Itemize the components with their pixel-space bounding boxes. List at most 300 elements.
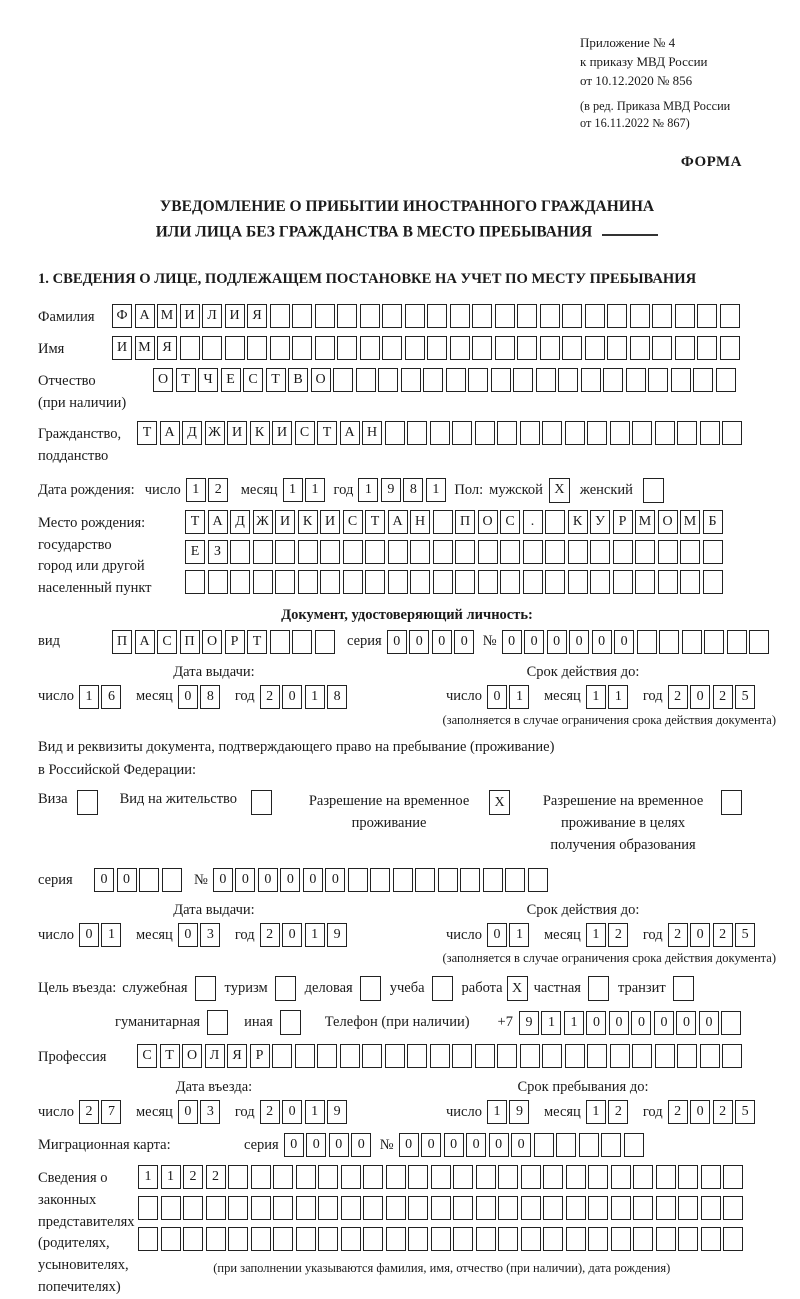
char-cell[interactable] (585, 304, 605, 328)
char-cell[interactable] (701, 1196, 721, 1220)
char-cell[interactable]: 0 (284, 1133, 304, 1157)
char-cell[interactable] (365, 570, 385, 594)
sex-female-checkbox[interactable] (643, 478, 664, 503)
char-cell[interactable] (497, 1044, 517, 1068)
char-cell[interactable]: 2 (668, 685, 688, 709)
char-cell[interactable]: И (180, 304, 200, 328)
char-cell[interactable] (273, 1196, 293, 1220)
char-cell[interactable] (228, 1196, 248, 1220)
char-cell[interactable] (678, 1165, 698, 1189)
char-cell[interactable] (340, 1044, 360, 1068)
char-cell[interactable]: О (658, 510, 678, 534)
char-cell[interactable]: М (135, 336, 155, 360)
char-cell[interactable] (475, 421, 495, 445)
char-cell[interactable]: Е (185, 540, 205, 564)
char-cell[interactable]: 2 (608, 923, 628, 947)
char-cell[interactable] (652, 336, 672, 360)
char-cell[interactable] (491, 368, 511, 392)
char-cell[interactable] (656, 1165, 676, 1189)
char-cell[interactable] (716, 368, 736, 392)
char-cell[interactable] (611, 1227, 631, 1251)
char-cell[interactable]: 0 (235, 868, 255, 892)
char-cell[interactable] (298, 540, 318, 564)
char-cell[interactable] (682, 630, 702, 654)
char-cell[interactable]: 0 (614, 630, 634, 654)
char-cell[interactable]: И (227, 421, 247, 445)
char-cell[interactable] (363, 1165, 383, 1189)
char-cell[interactable] (183, 1196, 203, 1220)
char-cell[interactable]: С (157, 630, 177, 654)
char-cell[interactable] (431, 1227, 451, 1251)
char-cell[interactable]: 1 (608, 685, 628, 709)
char-cell[interactable] (536, 368, 556, 392)
char-cell[interactable]: 9 (327, 923, 347, 947)
char-cell[interactable]: Д (182, 421, 202, 445)
char-cell[interactable] (251, 1196, 271, 1220)
char-cell[interactable] (652, 304, 672, 328)
char-cell[interactable] (495, 304, 515, 328)
char-cell[interactable] (386, 1227, 406, 1251)
char-cell[interactable]: 0 (487, 923, 507, 947)
char-cell[interactable] (360, 304, 380, 328)
char-cell[interactable]: Р (225, 630, 245, 654)
char-cell[interactable] (315, 336, 335, 360)
char-cell[interactable] (415, 868, 435, 892)
char-cell[interactable] (587, 421, 607, 445)
char-cell[interactable] (320, 540, 340, 564)
char-cell[interactable] (562, 304, 582, 328)
temp-residence-education-checkbox[interactable] (721, 790, 742, 815)
char-cell[interactable]: Н (362, 421, 382, 445)
char-cell[interactable] (228, 1165, 248, 1189)
char-cell[interactable]: О (153, 368, 173, 392)
char-cell[interactable]: 1 (186, 478, 206, 502)
char-cell[interactable] (680, 540, 700, 564)
char-cell[interactable] (500, 570, 520, 594)
char-cell[interactable] (206, 1227, 226, 1251)
char-cell[interactable] (433, 540, 453, 564)
purpose-other-checkbox[interactable] (280, 1010, 301, 1035)
char-cell[interactable] (542, 421, 562, 445)
temp-residence-checkbox[interactable]: X (489, 790, 510, 815)
char-cell[interactable]: И (272, 421, 292, 445)
char-cell[interactable]: 2 (713, 685, 733, 709)
char-cell[interactable]: 2 (260, 923, 280, 947)
char-cell[interactable]: 0 (94, 868, 114, 892)
char-cell[interactable]: 0 (399, 1133, 419, 1157)
char-cell[interactable]: А (388, 510, 408, 534)
char-cell[interactable]: 1 (138, 1165, 158, 1189)
char-cell[interactable] (566, 1227, 586, 1251)
char-cell[interactable] (720, 304, 740, 328)
char-cell[interactable]: 7 (101, 1100, 121, 1124)
char-cell[interactable] (579, 1133, 599, 1157)
char-cell[interactable] (433, 510, 453, 534)
char-cell[interactable] (558, 368, 578, 392)
char-cell[interactable] (455, 540, 475, 564)
char-cell[interactable]: Е (221, 368, 241, 392)
char-cell[interactable]: С (500, 510, 520, 534)
char-cell[interactable]: 1 (358, 478, 378, 502)
char-cell[interactable]: П (455, 510, 475, 534)
char-cell[interactable]: 0 (502, 630, 522, 654)
char-cell[interactable] (540, 304, 560, 328)
char-cell[interactable] (566, 1165, 586, 1189)
char-cell[interactable]: 0 (351, 1133, 371, 1157)
char-cell[interactable]: 1 (305, 923, 325, 947)
char-cell[interactable] (360, 336, 380, 360)
char-cell[interactable]: . (523, 510, 543, 534)
purpose-official-checkbox[interactable] (195, 976, 216, 1001)
char-cell[interactable]: 0 (280, 868, 300, 892)
char-cell[interactable] (476, 1165, 496, 1189)
char-cell[interactable] (452, 421, 472, 445)
char-cell[interactable] (697, 336, 717, 360)
char-cell[interactable]: 9 (519, 1011, 539, 1035)
char-cell[interactable] (611, 1196, 631, 1220)
char-cell[interactable] (637, 630, 657, 654)
char-cell[interactable]: М (157, 304, 177, 328)
char-cell[interactable]: Т (247, 630, 267, 654)
char-cell[interactable] (386, 1196, 406, 1220)
char-cell[interactable] (401, 368, 421, 392)
char-cell[interactable] (405, 304, 425, 328)
char-cell[interactable]: 9 (381, 478, 401, 502)
char-cell[interactable]: А (135, 304, 155, 328)
char-cell[interactable] (251, 1165, 271, 1189)
char-cell[interactable]: 1 (283, 478, 303, 502)
char-cell[interactable] (624, 1133, 644, 1157)
char-cell[interactable]: С (137, 1044, 157, 1068)
char-cell[interactable]: 0 (387, 630, 407, 654)
char-cell[interactable] (430, 421, 450, 445)
char-cell[interactable] (343, 570, 363, 594)
char-cell[interactable]: А (340, 421, 360, 445)
char-cell[interactable]: 0 (306, 1133, 326, 1157)
char-cell[interactable] (520, 1044, 540, 1068)
char-cell[interactable]: К (250, 421, 270, 445)
char-cell[interactable]: Т (266, 368, 286, 392)
char-cell[interactable]: 0 (213, 868, 233, 892)
char-cell[interactable] (678, 1196, 698, 1220)
char-cell[interactable] (635, 570, 655, 594)
char-cell[interactable]: 1 (305, 478, 325, 502)
char-cell[interactable] (337, 304, 357, 328)
char-cell[interactable] (315, 630, 335, 654)
char-cell[interactable]: 5 (735, 685, 755, 709)
char-cell[interactable] (483, 868, 503, 892)
char-cell[interactable] (318, 1165, 338, 1189)
char-cell[interactable] (230, 540, 250, 564)
char-cell[interactable] (433, 570, 453, 594)
char-cell[interactable] (206, 1196, 226, 1220)
char-cell[interactable] (498, 1165, 518, 1189)
purpose-tourism-checkbox[interactable] (275, 976, 296, 1001)
char-cell[interactable]: А (135, 630, 155, 654)
char-cell[interactable] (658, 540, 678, 564)
char-cell[interactable]: Т (176, 368, 196, 392)
char-cell[interactable]: С (295, 421, 315, 445)
char-cell[interactable] (587, 1044, 607, 1068)
char-cell[interactable]: О (311, 368, 331, 392)
char-cell[interactable]: 1 (161, 1165, 181, 1189)
char-cell[interactable]: И (275, 510, 295, 534)
char-cell[interactable] (430, 1044, 450, 1068)
char-cell[interactable] (270, 336, 290, 360)
char-cell[interactable] (318, 1227, 338, 1251)
char-cell[interactable]: 8 (327, 685, 347, 709)
char-cell[interactable] (540, 336, 560, 360)
char-cell[interactable]: Л (205, 1044, 225, 1068)
char-cell[interactable] (438, 868, 458, 892)
char-cell[interactable] (697, 304, 717, 328)
char-cell[interactable]: 1 (305, 1100, 325, 1124)
char-cell[interactable]: В (288, 368, 308, 392)
char-cell[interactable] (318, 1196, 338, 1220)
char-cell[interactable]: 2 (608, 1100, 628, 1124)
char-cell[interactable]: 0 (444, 1133, 464, 1157)
char-cell[interactable] (520, 421, 540, 445)
char-cell[interactable] (230, 570, 250, 594)
char-cell[interactable] (521, 1165, 541, 1189)
char-cell[interactable]: Ч (198, 368, 218, 392)
char-cell[interactable] (723, 1196, 743, 1220)
char-cell[interactable]: Т (317, 421, 337, 445)
char-cell[interactable]: 0 (690, 685, 710, 709)
purpose-humanitarian-checkbox[interactable] (207, 1010, 228, 1035)
char-cell[interactable]: 0 (690, 1100, 710, 1124)
char-cell[interactable] (626, 368, 646, 392)
char-cell[interactable] (431, 1196, 451, 1220)
char-cell[interactable] (497, 421, 517, 445)
char-cell[interactable]: 1 (305, 685, 325, 709)
char-cell[interactable]: 0 (282, 685, 302, 709)
char-cell[interactable] (585, 336, 605, 360)
char-cell[interactable]: Б (703, 510, 723, 534)
char-cell[interactable] (513, 368, 533, 392)
char-cell[interactable] (296, 1165, 316, 1189)
char-cell[interactable] (273, 1227, 293, 1251)
char-cell[interactable] (521, 1196, 541, 1220)
char-cell[interactable] (370, 868, 390, 892)
char-cell[interactable] (727, 630, 747, 654)
char-cell[interactable]: Т (185, 510, 205, 534)
char-cell[interactable]: Т (137, 421, 157, 445)
char-cell[interactable] (385, 1044, 405, 1068)
char-cell[interactable]: Л (202, 304, 222, 328)
char-cell[interactable] (677, 421, 697, 445)
char-cell[interactable] (275, 540, 295, 564)
char-cell[interactable] (722, 421, 742, 445)
char-cell[interactable] (565, 421, 585, 445)
char-cell[interactable]: 0 (511, 1133, 531, 1157)
char-cell[interactable] (363, 1196, 383, 1220)
char-cell[interactable]: 2 (668, 923, 688, 947)
char-cell[interactable] (498, 1227, 518, 1251)
char-cell[interactable] (272, 1044, 292, 1068)
char-cell[interactable]: 0 (282, 1100, 302, 1124)
char-cell[interactable] (427, 336, 447, 360)
char-cell[interactable]: Д (230, 510, 250, 534)
char-cell[interactable]: А (160, 421, 180, 445)
char-cell[interactable]: 0 (586, 1011, 606, 1035)
char-cell[interactable] (656, 1196, 676, 1220)
char-cell[interactable] (562, 336, 582, 360)
char-cell[interactable] (720, 336, 740, 360)
char-cell[interactable] (630, 336, 650, 360)
char-cell[interactable]: 1 (101, 923, 121, 947)
char-cell[interactable] (723, 1165, 743, 1189)
char-cell[interactable]: 2 (668, 1100, 688, 1124)
char-cell[interactable] (423, 368, 443, 392)
char-cell[interactable]: П (180, 630, 200, 654)
char-cell[interactable] (703, 540, 723, 564)
char-cell[interactable]: 2 (183, 1165, 203, 1189)
char-cell[interactable] (545, 570, 565, 594)
char-cell[interactable]: 0 (79, 923, 99, 947)
char-cell[interactable] (678, 1227, 698, 1251)
char-cell[interactable] (590, 570, 610, 594)
char-cell[interactable] (296, 1196, 316, 1220)
char-cell[interactable]: 0 (609, 1011, 629, 1035)
char-cell[interactable] (721, 1011, 741, 1035)
char-cell[interactable]: 0 (466, 1133, 486, 1157)
char-cell[interactable]: У (590, 510, 610, 534)
residence-permit-checkbox[interactable] (251, 790, 272, 815)
char-cell[interactable] (478, 540, 498, 564)
char-cell[interactable] (635, 540, 655, 564)
char-cell[interactable]: А (208, 510, 228, 534)
char-cell[interactable] (343, 540, 363, 564)
char-cell[interactable] (633, 1227, 653, 1251)
char-cell[interactable] (337, 336, 357, 360)
char-cell[interactable] (431, 1165, 451, 1189)
char-cell[interactable]: 2 (713, 1100, 733, 1124)
char-cell[interactable] (542, 1044, 562, 1068)
char-cell[interactable] (455, 570, 475, 594)
char-cell[interactable] (632, 1044, 652, 1068)
char-cell[interactable] (543, 1227, 563, 1251)
char-cell[interactable] (655, 421, 675, 445)
char-cell[interactable] (588, 1165, 608, 1189)
char-cell[interactable] (478, 570, 498, 594)
char-cell[interactable]: 0 (178, 685, 198, 709)
char-cell[interactable]: О (182, 1044, 202, 1068)
char-cell[interactable]: 1 (426, 478, 446, 502)
char-cell[interactable] (386, 1165, 406, 1189)
char-cell[interactable]: 1 (509, 923, 529, 947)
char-cell[interactable] (450, 304, 470, 328)
char-cell[interactable]: 0 (325, 868, 345, 892)
char-cell[interactable]: 0 (547, 630, 567, 654)
char-cell[interactable] (453, 1227, 473, 1251)
char-cell[interactable] (388, 540, 408, 564)
char-cell[interactable] (680, 570, 700, 594)
char-cell[interactable] (545, 510, 565, 534)
char-cell[interactable] (610, 421, 630, 445)
char-cell[interactable] (138, 1196, 158, 1220)
purpose-business-checkbox[interactable] (360, 976, 381, 1001)
char-cell[interactable] (675, 336, 695, 360)
char-cell[interactable] (704, 630, 724, 654)
char-cell[interactable] (362, 1044, 382, 1068)
char-cell[interactable]: К (298, 510, 318, 534)
char-cell[interactable]: 0 (178, 923, 198, 947)
char-cell[interactable] (630, 304, 650, 328)
char-cell[interactable] (427, 304, 447, 328)
char-cell[interactable] (450, 336, 470, 360)
char-cell[interactable] (296, 1227, 316, 1251)
char-cell[interactable]: 0 (282, 923, 302, 947)
char-cell[interactable]: Ж (205, 421, 225, 445)
char-cell[interactable] (161, 1196, 181, 1220)
char-cell[interactable] (320, 570, 340, 594)
char-cell[interactable]: 1 (586, 685, 606, 709)
char-cell[interactable] (410, 570, 430, 594)
char-cell[interactable]: 0 (303, 868, 323, 892)
char-cell[interactable]: 0 (524, 630, 544, 654)
char-cell[interactable] (138, 1227, 158, 1251)
char-cell[interactable]: Я (247, 304, 267, 328)
char-cell[interactable] (460, 868, 480, 892)
char-cell[interactable]: К (568, 510, 588, 534)
char-cell[interactable] (528, 868, 548, 892)
char-cell[interactable] (632, 421, 652, 445)
char-cell[interactable]: Я (157, 336, 177, 360)
char-cell[interactable] (534, 1133, 554, 1157)
char-cell[interactable]: 0 (454, 630, 474, 654)
char-cell[interactable]: 0 (676, 1011, 696, 1035)
char-cell[interactable] (388, 570, 408, 594)
char-cell[interactable] (270, 630, 290, 654)
char-cell[interactable]: Ж (253, 510, 273, 534)
char-cell[interactable]: 6 (101, 685, 121, 709)
char-cell[interactable] (468, 368, 488, 392)
purpose-private-checkbox[interactable] (588, 976, 609, 1001)
char-cell[interactable] (613, 540, 633, 564)
char-cell[interactable] (677, 1044, 697, 1068)
char-cell[interactable] (610, 1044, 630, 1068)
char-cell[interactable]: 5 (735, 1100, 755, 1124)
char-cell[interactable] (476, 1196, 496, 1220)
char-cell[interactable] (607, 336, 627, 360)
char-cell[interactable]: 1 (586, 1100, 606, 1124)
char-cell[interactable]: З (208, 540, 228, 564)
char-cell[interactable]: 3 (200, 923, 220, 947)
char-cell[interactable] (633, 1196, 653, 1220)
char-cell[interactable] (273, 1165, 293, 1189)
purpose-study-checkbox[interactable] (432, 976, 453, 1001)
char-cell[interactable] (408, 1165, 428, 1189)
char-cell[interactable] (292, 336, 312, 360)
char-cell[interactable] (382, 304, 402, 328)
char-cell[interactable]: С (243, 368, 263, 392)
char-cell[interactable]: 0 (654, 1011, 674, 1035)
char-cell[interactable] (543, 1165, 563, 1189)
char-cell[interactable] (588, 1227, 608, 1251)
char-cell[interactable] (505, 868, 525, 892)
char-cell[interactable]: М (680, 510, 700, 534)
char-cell[interactable]: 2 (260, 685, 280, 709)
char-cell[interactable] (521, 1227, 541, 1251)
char-cell[interactable] (701, 1227, 721, 1251)
char-cell[interactable] (452, 1044, 472, 1068)
char-cell[interactable]: Н (410, 510, 430, 534)
char-cell[interactable] (476, 1227, 496, 1251)
char-cell[interactable] (208, 570, 228, 594)
char-cell[interactable]: 1 (541, 1011, 561, 1035)
char-cell[interactable] (517, 304, 537, 328)
